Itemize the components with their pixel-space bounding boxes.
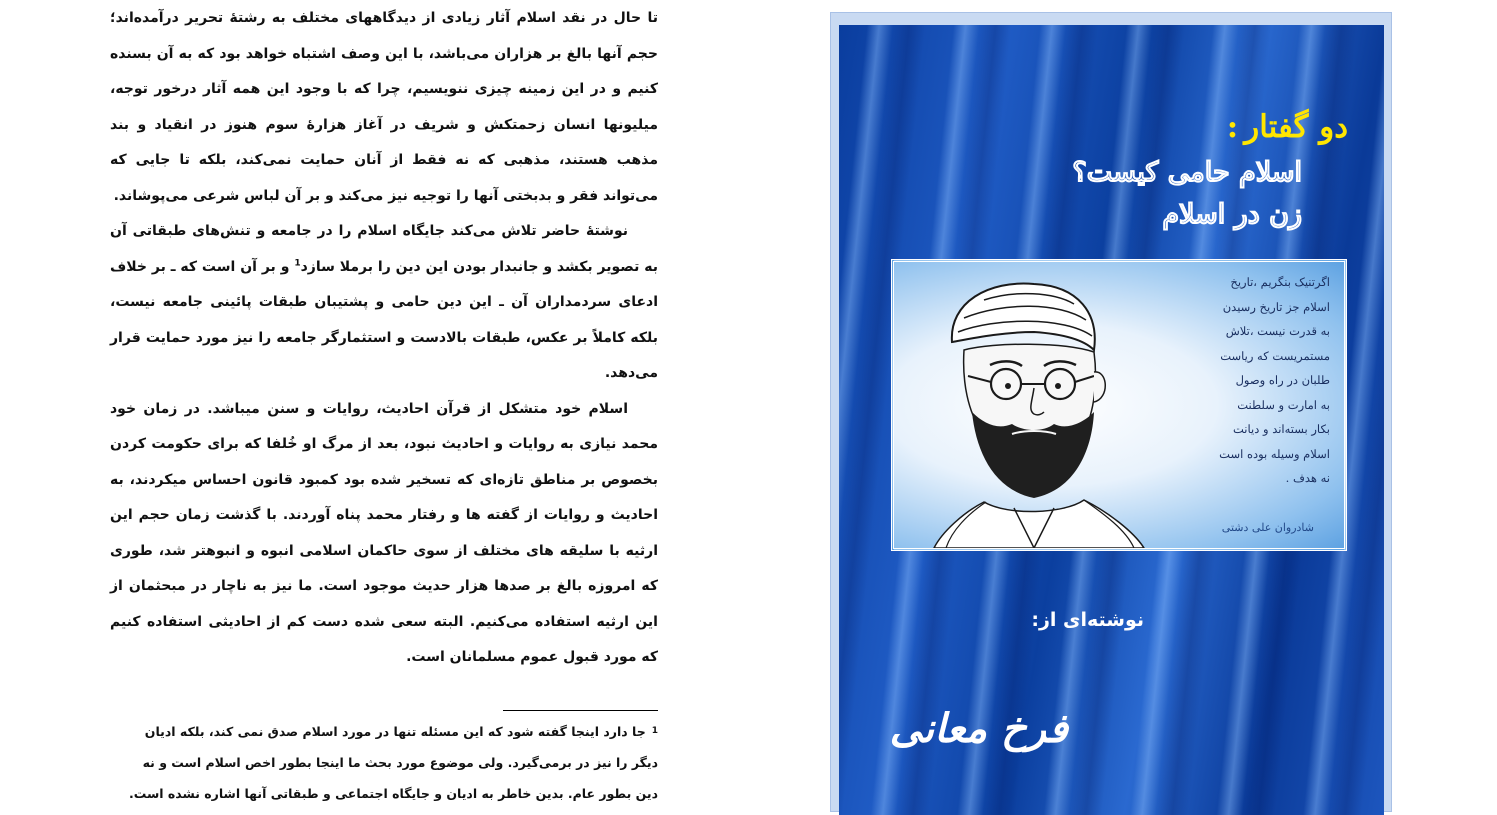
text-page xyxy=(110,0,658,800)
footnote-reference[interactable]: 1 xyxy=(294,257,301,268)
book-cover-frame xyxy=(830,12,1392,812)
paragraph-purpose-end: و بر آن است که ـ بر خلاف ادعای سردمداران آن ـ این دین حامی و پشتیبان طبقات پائینی جامعه نیست، بلکه کاملاً بر عکس، طبقات بالادست و استثمارگر جامعه را نیز مورد حمایت قرار می‌دهد. xyxy=(110,258,658,381)
footnote xyxy=(128,716,658,809)
quote-line: اسلام وسیله بوده است xyxy=(1219,446,1330,461)
author-name: فرخ معانی xyxy=(889,705,1068,752)
quote-signature: شادروان علی دشتی xyxy=(1221,521,1314,534)
quote-line: نه هدف . xyxy=(1285,471,1330,485)
footnote-text: جا دارد اینجا گفته شود که این مسئله تنها در مورد اسلام صدق نمی کند، بلکه ادیان دیگر را نیز در برمی‌گیرد. ولی موضوع مورد بحث ما اینجا بطور اخص اسلام است و نه دین بطور عام. بدین خاطر به ادیان و جایگاه اجتماعی و طبقاتی آنها اشاره نشده است. xyxy=(129,724,658,801)
quote-lines xyxy=(1130,270,1330,491)
quote-line: مستمریست که ریاست xyxy=(1220,348,1330,363)
paragraph-purpose-start: نوشتهٔ حاضر تلاش می‌کند جایگاه اسلام را در جامعه و تنش‌های طبقاتی آن به تصویر بکشد و جانبدار بودن این دین را برملا سازد xyxy=(110,223,658,275)
cover-subtitle-second: زن در اسلام xyxy=(1162,199,1302,230)
paragraph-hadith: اسلام خود متشکل از قرآن احادیث، روایات و سنن میباشد. در زمان خود محمد نیازی به روایات و احادیث نبود، بعد از مرگ او خُلفا که برای حکومت کردن بخصوص بر مناطق تازه‌ای که تسخیر شده بود کمبود قانون احساس میکردند، به احادیث و روایات از گفته ها و رفتار محمد پناه آوردند. با گذشت زمان حجم این ارثیه با سلیقه های مختلف از سوی حاکمان اسلامی انبوه و انبوهتر شد، طوری که امروزه بالغ بر صدها هزار حدیث موجود است. ما نیز به ناچار در مبحثمان از این ارثیه استفاده می‌کنیم. البته سعی شده دست کم از احادیثی استفاده کنیم که مورد قبول عموم مسلمانان است. xyxy=(110,400,658,665)
footnote-divider xyxy=(503,710,658,711)
portrait-panel xyxy=(891,259,1347,551)
quote-line: طلبان در راه وصول xyxy=(1235,373,1330,387)
cover-subtitle-first: اسلام حامی کیست؟ xyxy=(1072,157,1302,188)
quote-line: بکار بسته‌اند و دیانت xyxy=(1233,422,1330,436)
quote-line: اسلام جز تاریخ رسیدن xyxy=(1222,299,1330,314)
footnote-number: 1 xyxy=(651,726,658,736)
paragraph-intro: تا حال در نقد اسلام آثار زیادی از دیدگاههای مختلف به رشتهٔ تحریر درآمده‌اند؛ حجم آنها بالغ بر هزاران می‌باشد، با این وصف اشتباه خواهد بود که به آن بسنده کنیم و در این زمینه چیزی ننویسیم، چرا که با وجود این همه آثار درخور توجه، میلیونها انسان زحمتکش و شریف در آغاز هزارهٔ سوم هنوز در انقیاد و بند مذهب هستند، مذهبی که نه فقط از آنان حمایت نمی‌کند، بلکه تا جایی که می‌تواند فقر و بدبختی آنها را توجیه نیز می‌کند و بر آن لباس شرعی می‌پوشاند. xyxy=(110,10,658,204)
written-by-label: نوشته‌ای از: xyxy=(1031,609,1144,631)
quote-line: به قدرت نیست ،تلاش xyxy=(1225,324,1330,338)
cover-title: دو گفتار xyxy=(1244,109,1348,145)
cover-title-block xyxy=(1227,109,1348,145)
quote-line: به امارت و سلطنت xyxy=(1237,397,1330,412)
paragraph-purpose xyxy=(110,214,658,392)
book-cover xyxy=(839,25,1384,815)
quote-line: اگرتنیک بنگریم ،تاریخ xyxy=(1230,275,1330,289)
cover-title-colon: : xyxy=(1226,109,1239,145)
